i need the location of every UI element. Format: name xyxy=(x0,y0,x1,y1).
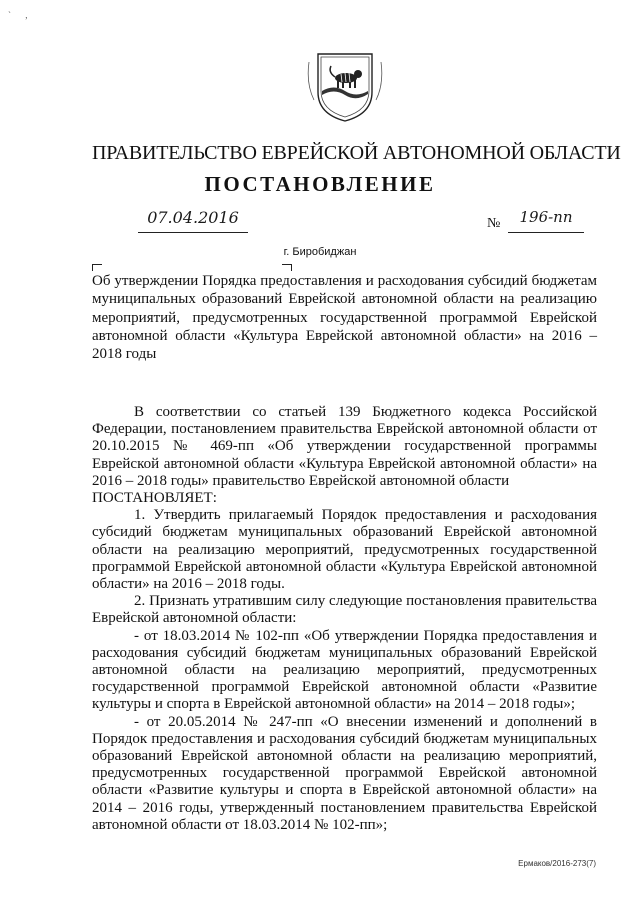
resolves-heading: ПОСТАНОВЛЯЕТ: xyxy=(92,490,217,507)
scan-marks: ` , xyxy=(8,10,34,20)
subject-bracket-left xyxy=(92,264,102,271)
handwritten-number: 196-пп xyxy=(508,208,584,233)
city-label: г. Биробиджан xyxy=(283,246,357,258)
number-prefix: № xyxy=(487,216,501,231)
document-type-heading: ПОСТАНОВЛЕНИЕ xyxy=(204,172,436,196)
document-body xyxy=(92,404,597,834)
item-2-sub-1-paragraph: - от 18.03.2014 № 102-пп «Об утверждении Порядка предоставления и расходования субсидий бюджетам муниципальных образований Еврейской автономной области на реализацию мероприятий, предусмотренных государственной программой Еврейской автономной области «Развитие культуры и спорта в Еврейской автономной области» на 2014 – 2018 годы»; xyxy=(92,627,597,713)
handwritten-date: 07.04.2016 xyxy=(138,208,248,233)
document-subject: Об утверждении Порядка предоставления и расходования субсидий бюджетам муниципальных образований Еврейской автономной области на реализацию мероприятий, предусмотренных государственной программой Еврейской автономной области «Культура Еврейской автономной области» на 2016 – 2018 годы xyxy=(92,273,597,363)
coat-of-arms-icon xyxy=(304,48,386,124)
item-2-paragraph: 2. Признать утратившим силу следующие постановления правительства Еврейской автономной области: xyxy=(92,593,597,627)
item-1-paragraph: 1. Утвердить прилагаемый Порядок предоставления и расходования субсидий бюджетам муниципальных образований Еврейской автономной области на реализацию мероприятий, предусмотренных государственной программой Еврейской автономной области «Культура Еврейской автономной области» на 2016 – 2018 годы. xyxy=(92,507,597,593)
footer-reference: Ермаков/2016-273(7) xyxy=(518,859,596,868)
item-2-sub-2-paragraph: - от 20.05.2014 № 247-пп «О внесении изменений и дополнений в Порядок предоставления и расходования субсидий бюджетам муниципальных образований Еврейской автономной области на реализацию мероприятий, предусмотренных государственной программой Еврейской автономной области «Развитие культуры и спорта в Еврейской автономной области» на 2014 – 2016 годы, утвержденный постановлением правительства Еврейской автономной области от 18.03.2014 № 102-пп»; xyxy=(92,713,597,833)
preamble-paragraph: В соответствии со статьей 139 Бюджетного кодекса Российской Федерации, постановлением правительства Еврейской автономной области от 20.10.2015 № 469-пп «Об утверждении государственной программы Еврейской автономной области «Культура Еврейской автономной области» на 2016 – 2018 годы» правительство Еврейской автономной области xyxy=(92,404,597,489)
subject-bracket-right xyxy=(282,264,292,271)
organization-title: ПРАВИТЕЛЬСТВО ЕВРЕЙСКОЙ АВТОНОМНОЙ ОБЛАСТИ xyxy=(92,142,621,164)
